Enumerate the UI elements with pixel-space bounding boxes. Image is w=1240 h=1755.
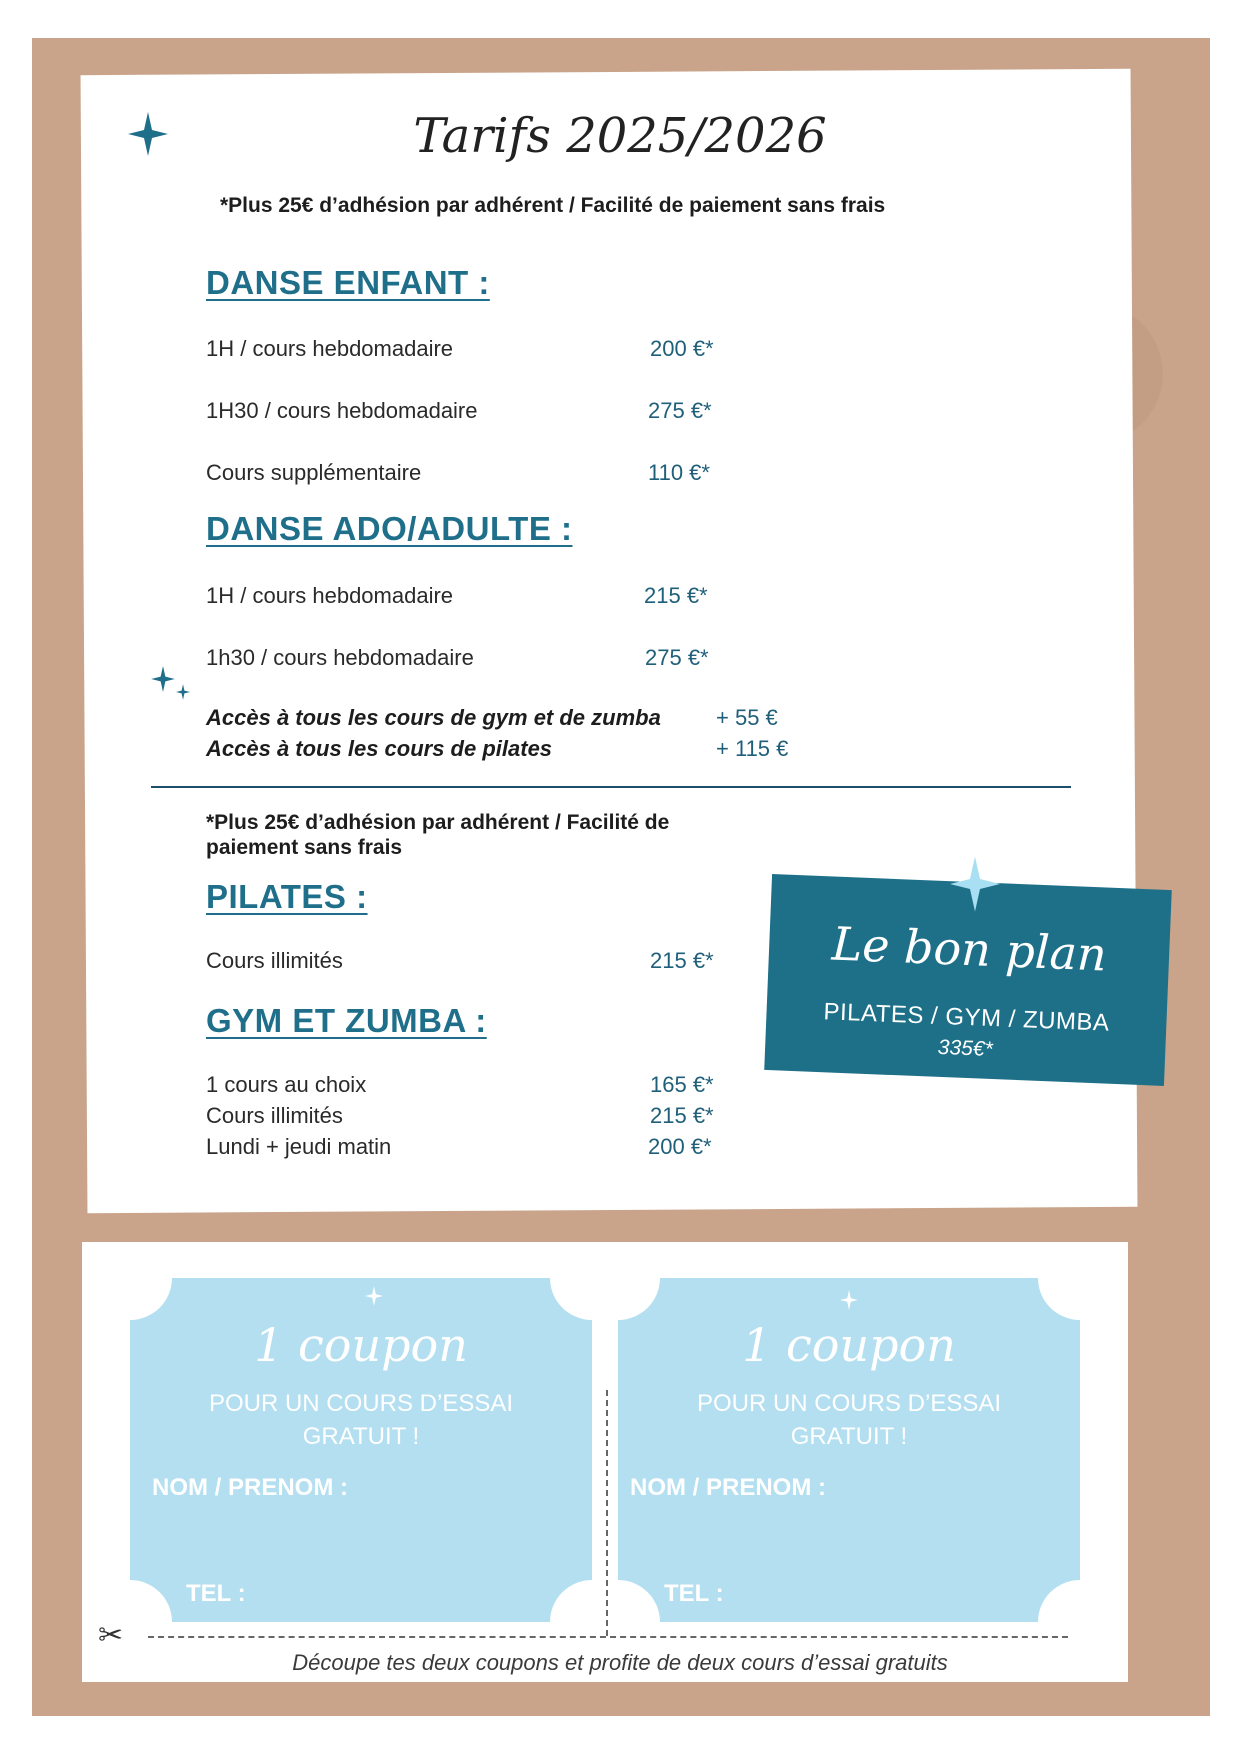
tel-field-label: TEL :: [186, 1580, 246, 1607]
membership-note: *Plus 25€ d’adhésion par adhérent / Facilité de: [206, 811, 670, 834]
coupon-notch: [550, 1278, 592, 1320]
section-heading-danse-enfant: DANSE ENFANT :: [206, 264, 490, 301]
price-label: 1 cours au choix: [206, 1072, 367, 1097]
sparkle-icon: [151, 666, 175, 692]
divider: [151, 786, 1071, 788]
cut-line-horizontal: [148, 1636, 1068, 1638]
sparkle-icon: [840, 1290, 858, 1310]
page-title: Tarifs 2025/2026: [413, 108, 827, 164]
membership-note: *Plus 25€ d’adhésion par adhérent / Facilité de paiement sans frais: [220, 194, 886, 217]
coupon-notch: [618, 1580, 660, 1622]
price-value: 110 €*: [648, 460, 710, 485]
price-label: Cours illimités: [206, 1103, 343, 1128]
price-label: 1h30 / cours hebdomadaire: [206, 645, 474, 670]
coupon-subtitle-line: GRATUIT !: [302, 1423, 420, 1450]
price-value: 275 €*: [645, 645, 709, 670]
coupon-notch: [618, 1278, 660, 1320]
name-field-label: NOM / PRENOM :: [630, 1474, 826, 1501]
coupon-subtitle: [658, 1387, 1040, 1453]
cut-line-vertical: [606, 1390, 608, 1636]
sparkle-icon: [365, 1286, 383, 1306]
price-value: 215 €*: [644, 583, 708, 608]
extra-label: Accès à tous les cours de gym et de zumba: [206, 705, 661, 730]
price-label: Cours illimités: [206, 948, 343, 973]
extra-price: + 55 €: [716, 705, 778, 730]
price-label: Cours supplémentaire: [206, 460, 422, 485]
price-value: 215 €*: [650, 948, 714, 973]
bon-plan-title: Le bon plan: [830, 916, 1108, 982]
bon-plan-price: 335€*: [937, 1035, 994, 1062]
coupon-subtitle-line: POUR UN COURS D’ESSAI: [208, 1390, 514, 1417]
coupon-title: 1 coupon: [254, 1318, 468, 1372]
price-label: 1H / cours hebdomadaire: [206, 583, 454, 608]
price-value: 200 €*: [648, 1134, 712, 1159]
membership-note: paiement sans frais: [206, 836, 403, 859]
price-value: 275 €*: [648, 398, 712, 423]
section-heading-pilates: PILATES :: [206, 878, 368, 915]
sparkle-icon: [176, 684, 190, 700]
price-label: 1H30 / cours hebdomadaire: [206, 398, 478, 423]
scissors-icon: ✂: [98, 1618, 124, 1653]
coupon-subtitle-line: POUR UN COURS D’ESSAI: [696, 1390, 1002, 1417]
coupon-card: [618, 1278, 1080, 1622]
coupon-notch: [1038, 1580, 1080, 1622]
section-heading-gym-zumba: GYM ET ZUMBA :: [206, 1002, 487, 1039]
section-heading-danse-ado: DANSE ADO/ADULTE :: [206, 510, 573, 547]
extra-label: Accès à tous les cours de pilates: [206, 736, 553, 761]
coupon-notch: [1038, 1278, 1080, 1320]
price-value: 215 €*: [650, 1103, 714, 1128]
coupon-subtitle-line: GRATUIT !: [790, 1423, 908, 1450]
extra-price: + 115 €: [716, 736, 789, 761]
tel-field-label: TEL :: [664, 1580, 724, 1607]
coupon-notch: [130, 1580, 172, 1622]
name-field-label: NOM / PRENOM :: [152, 1474, 348, 1501]
price-value: 165 €*: [650, 1072, 714, 1097]
bon-plan-subtitle: PILATES / GYM / ZUMBA: [823, 998, 1110, 1037]
coupon-card: [130, 1278, 592, 1622]
price-label: Lundi + jeudi matin: [206, 1134, 392, 1159]
coupon-title: 1 coupon: [742, 1318, 956, 1372]
footer-text: Découpe tes deux coupons et profite de deux cours d’essai gratuits: [292, 1650, 948, 1675]
coupon-subtitle: [170, 1387, 552, 1453]
sparkle-icon: [950, 856, 1000, 912]
coupon-notch: [550, 1580, 592, 1622]
price-value: 200 €*: [650, 336, 714, 361]
coupon-notch: [130, 1278, 172, 1320]
price-label: 1H / cours hebdomadaire: [206, 336, 454, 361]
